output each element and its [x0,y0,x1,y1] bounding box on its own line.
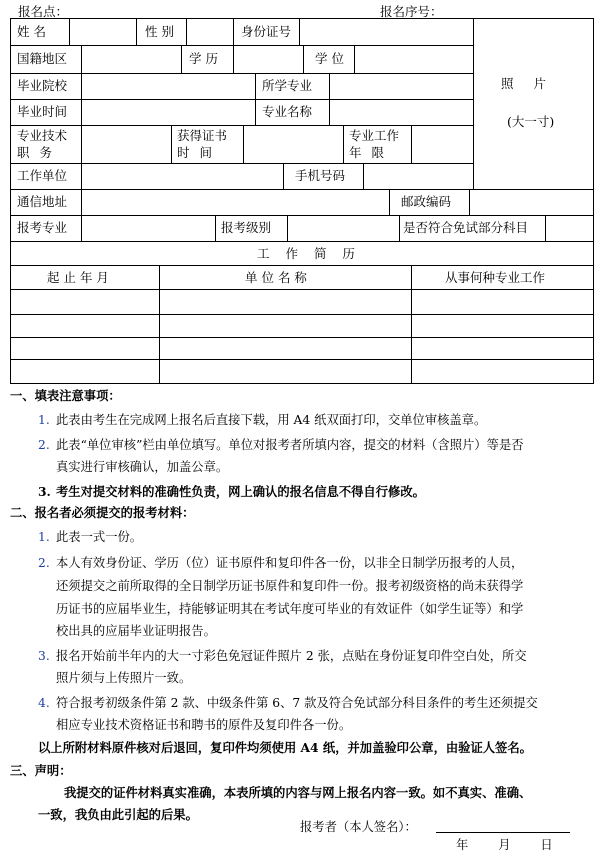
photo-placeholder: 照 片 [501,76,554,91]
label-exam-major: 报考专业 [17,220,68,235]
label-certificate: 获得证书 [177,128,228,143]
list-number: 3. [38,649,50,663]
list-number: 2. [38,556,50,570]
label-exam-level: 报考级别 [221,220,272,235]
serial-number-label: 报名序号： [380,4,443,19]
materials-final-note: 以上所附材料原件核对后退回，复印件均须使用 A4 纸，并加盖验印公章，由验证人签名。 [38,740,532,755]
list-number: 2. [38,438,50,452]
note-item: 真实进行审核确认，加盖公章。 [56,460,229,474]
label-id-number: 身份证号 [241,24,292,39]
signature-date: 年 月 日 [456,838,553,852]
work-history-title: 工 作 简 历 [257,246,361,261]
exam-site-label: 报名点： [18,4,69,19]
label-education: 学 历 [189,51,218,66]
note-item: 还须提交之前所取得的全日制学历证书原件和复印件一份。报考初级资格的尚未获得学 [56,579,524,593]
list-number: 1. [38,413,50,427]
note-item: 本人有效身份证、学历（位）证书原件和复印件各一份，以非全日制学历报考的人员， [56,556,524,570]
label-graduation-time: 毕业时间 [17,104,68,119]
label-certificate-time: 时 间 [177,145,215,160]
note-item: 此表由考生在完成网上报名后直接下载，用 A4 纸双面打印，交单位审核盖章。 [56,413,487,427]
section-notes-title: 一、填表注意事项： [10,388,121,403]
registration-form-table [10,18,594,384]
label-address: 通信地址 [17,194,68,209]
label-gender: 性 别 [145,24,174,39]
list-number: 1. [38,530,50,544]
label-employer: 工作单位 [17,168,68,183]
signature-line [436,832,570,833]
label-graduated-school: 毕业院校 [17,78,68,93]
note-item: 报名开始前半年内的大一寸彩色免冠证件照片 2 张，点贴在身份证复印件空白处，所交 [56,649,527,663]
list-number: 4. [38,696,50,710]
note-item: 符合报考初级条件第 2 款、中级条件第 6、7 款及符合免试部分科目条件的考生还须提交 [56,696,538,710]
note-item: 考生对提交材料的准确性负责，网上确认的报名信息不得自行修改。 [56,484,425,499]
note-item: 相应专业技术资格证书和聘书的原件及复印件各一份。 [56,718,352,732]
note-item: 此表“单位审核”栏由单位填写。单位对报考者所填内容，提交的材料（含照片）等是否 [56,438,524,452]
label-work-years: 专业工作 [349,128,400,143]
col-period-header: 起 止 年 月 [47,270,109,285]
declaration-text: 我提交的证件材料真实准确，本表所填的内容与网上报名内容一致。如不真实、准确、 [64,785,532,800]
section-declaration-title: 三、声明： [10,763,72,778]
label-major-studied: 所学专业 [262,78,313,93]
label-degree: 学 位 [315,51,344,66]
declaration-text: 一致，我负由此引起的后果。 [38,807,198,822]
list-number: 3. [38,484,51,499]
label-postcode: 邮政编码 [401,194,452,209]
label-name: 姓 名 [17,24,46,39]
label-technical-title-2: 职 务 [17,145,55,160]
label-mobile: 手机号码 [295,168,346,183]
signature-label: 报考者（本人签名）： [300,820,417,834]
note-item: 此表一式一份。 [56,530,143,544]
note-item: 校出具的应届毕业证明报告。 [56,624,216,638]
label-major-name: 专业名称 [262,104,313,119]
label-technical-title: 专业技术 [17,128,68,143]
col-field-header: 从事何种专业工作 [445,270,546,285]
note-item: 照片须与上传照片一致。 [56,671,192,685]
photo-size-note: (大一寸) [507,114,555,129]
col-unit-header: 单 位 名 称 [245,270,307,285]
note-item: 历证书的应届毕业生，持能够证明其在考试年度可毕业的有效证件（如学生证等）和学 [56,602,524,616]
label-nationality: 国籍地区 [17,51,68,66]
label-exemption: 是否符合免试部分科目 [403,220,529,235]
label-work-years-2: 年 限 [349,145,387,160]
section-materials-title: 二、报名者必须提交的报考材料： [10,505,195,520]
